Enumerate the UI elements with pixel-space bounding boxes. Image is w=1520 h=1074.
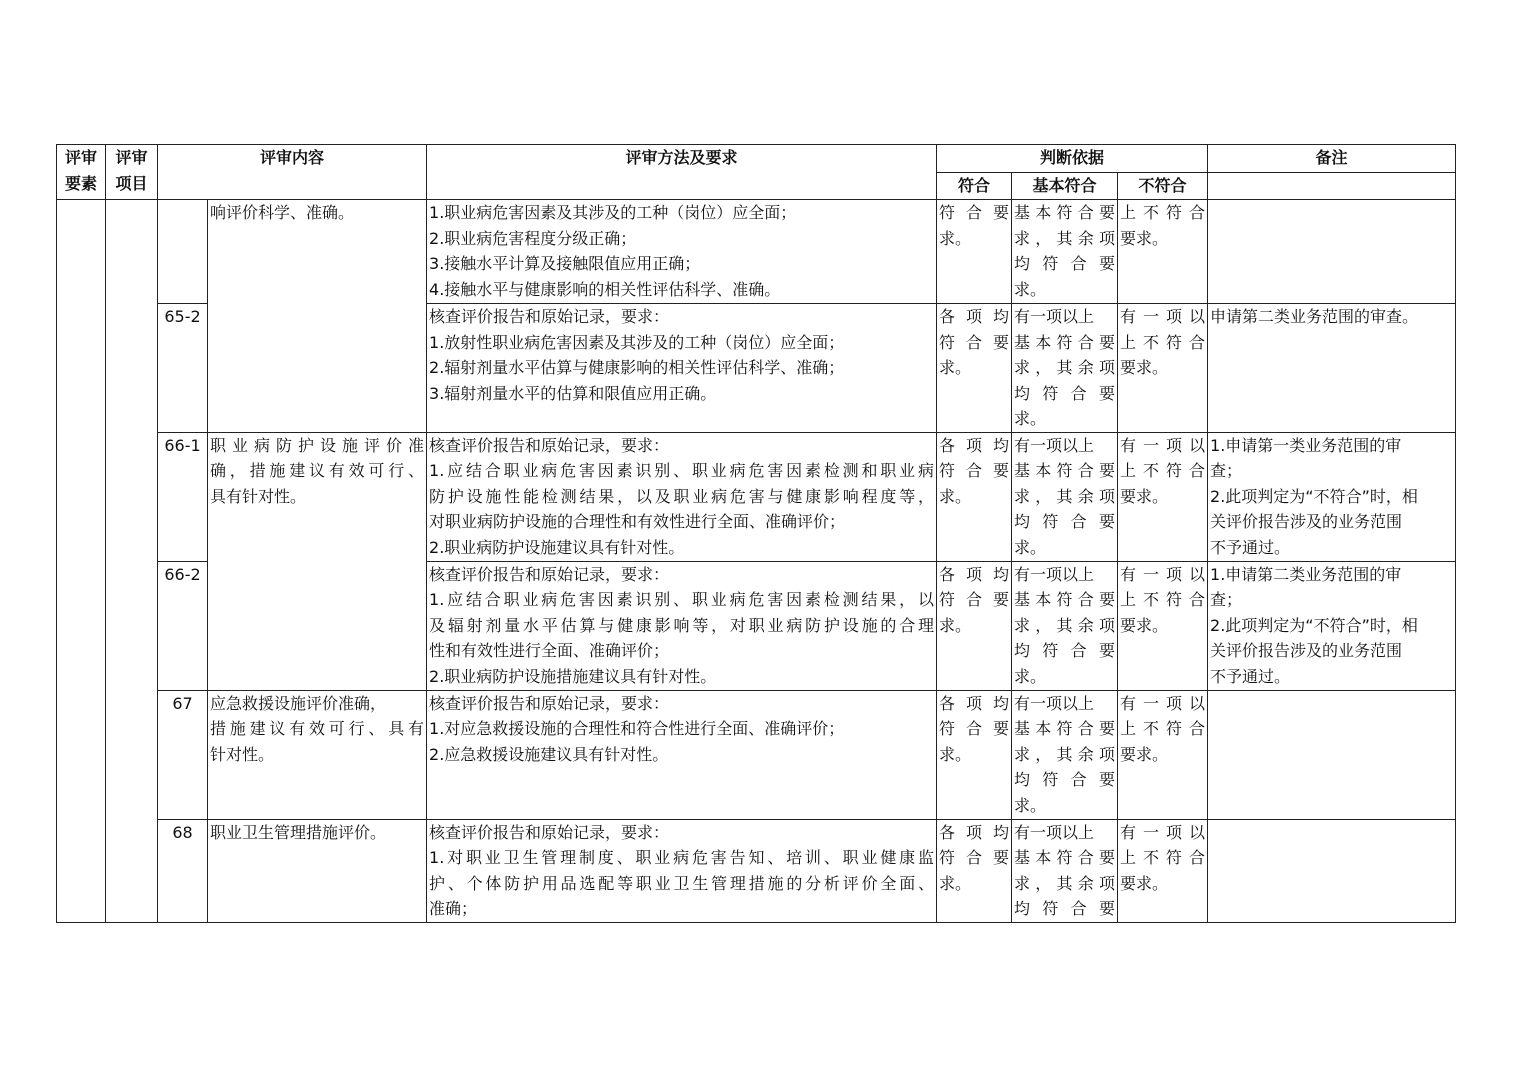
header-review-element: 评审 要素 xyxy=(57,145,106,200)
header-remarks: 备注 xyxy=(1208,145,1456,173)
not-comply-cell: 有一项以 上不符合 要求。 xyxy=(1118,819,1208,922)
comply-cell: 各项均 符合要 求。 xyxy=(937,819,1012,922)
header-review-method: 评审方法及要求 xyxy=(427,145,937,200)
review-method: 核查评价报告和原始记录，要求： 1.对应急救援设施的合理性和符合性进行全面、准确评价； 2.应急救援设施建议具有针对性。 xyxy=(427,690,937,819)
basic-comply-cell: 有一项以上 基本符合要 求，其余项 均符合要 求。 xyxy=(1012,561,1118,690)
item-number: 67 xyxy=(158,690,208,819)
review-content: 职业卫生管理措施评价。 xyxy=(208,819,427,922)
remarks-cell xyxy=(1208,819,1456,922)
basic-comply-cell: 有一项以上 基本符合要 求，其余项 均符合要 xyxy=(1012,819,1118,922)
comply-cell: 符合要 求。 xyxy=(937,200,1012,304)
table-row xyxy=(57,432,1456,561)
comply-cell: 各项均 符合要 求。 xyxy=(937,304,1012,433)
comply-cell: 各项均 符合要 求。 xyxy=(937,561,1012,690)
table-row xyxy=(57,200,1456,304)
remarks-cell xyxy=(1208,690,1456,819)
header-judgment-basis: 判断依据 xyxy=(937,145,1208,173)
basic-comply-cell: 有一项以上 基本符合要 求，其余项 均符合要 求。 xyxy=(1012,432,1118,561)
basic-comply-cell: 有一项以上 基本符合要 求，其余项 均符合要 求。 xyxy=(1012,304,1118,433)
remarks-cell: 1.申请第一类业务范围的审 查； 2.此项判定为“不符合”时，相 关评价报告涉及的业务范围 不予通过。 xyxy=(1208,432,1456,561)
basic-comply-cell: 有一项以上 基本符合要 求，其余项 均符合要 求。 xyxy=(1012,690,1118,819)
comply-cell: 各项均 符合要 求。 xyxy=(937,432,1012,561)
item-number: 68 xyxy=(158,819,208,922)
header-review-content: 评审内容 xyxy=(158,145,427,200)
item-number: 65-2 xyxy=(158,304,208,433)
item-number: 66-2 xyxy=(158,561,208,690)
comply-cell: 各项均 符合要 求。 xyxy=(937,690,1012,819)
item-number: 66-1 xyxy=(158,432,208,561)
review-method: 核查评价报告和原始记录，要求： 1.对职业卫生管理制度、职业病危害告知、培训、职业健康监 护、个体防护用品选配等职业卫生管理措施的分析评价全面、 准确； xyxy=(427,819,937,922)
review-table xyxy=(56,144,1456,923)
review-content: 应急救援设施评价准确， 措施建议有效可行、具有 针对性。 xyxy=(208,690,427,819)
not-comply-cell: 有一项以 上不符合 要求。 xyxy=(1118,690,1208,819)
header-comply: 符合 xyxy=(937,173,1012,200)
not-comply-cell: 有一项以 上不符合 要求。 xyxy=(1118,304,1208,433)
review-item-cell xyxy=(106,200,158,923)
review-content: 职业病防护设施评价准 确，措施建议有效可行、 具有针对性。 xyxy=(208,432,427,690)
table-row xyxy=(57,819,1456,922)
not-comply-cell: 有一项以 上不符合 要求。 xyxy=(1118,432,1208,561)
header-remarks-sub xyxy=(1208,173,1456,200)
basic-comply-cell: 基本符合要 求，其余项 均符合要 求。 xyxy=(1012,200,1118,304)
review-content: 响评价科学、准确。 xyxy=(208,200,427,433)
review-method: 核查评价报告和原始记录，要求： 1.应结合职业病危害因素识别、职业病危害因素检测结果，以 及辐射剂量水平估算与健康影响等，对职业病防护设施的合理 性和有效性进行全面、准确评价； 2.职业病防护设施措施建议具有针对性。 xyxy=(427,561,937,690)
header-review-item: 评审 项目 xyxy=(106,145,158,200)
review-method: 1.职业病危害因素及其涉及的工种（岗位）应全面； 2.职业病危害程度分级正确； 3.接触水平计算及接触限值应用正确； 4.接触水平与健康影响的相关性评估科学、准确。 xyxy=(427,200,937,304)
remarks-cell: 1.申请第二类业务范围的审 查； 2.此项判定为“不符合”时，相 关评价报告涉及的业务范围 不予通过。 xyxy=(1208,561,1456,690)
review-method: 核查评价报告和原始记录，要求： 1.应结合职业病危害因素识别、职业病危害因素检测和职业病 防护设施性能检测结果，以及职业病危害与健康影响程度等， 对职业病防护设施的合理性和有效性进行全面、准确评价； 2.职业病防护设施建议具有针对性。 xyxy=(427,432,937,561)
remarks-cell: 申请第二类业务范围的审查。 xyxy=(1208,304,1456,433)
table-row xyxy=(57,690,1456,819)
item-number xyxy=(158,200,208,304)
header-basic-comply: 基本符合 xyxy=(1012,173,1118,200)
not-comply-cell: 有一项以 上不符合 要求。 xyxy=(1118,561,1208,690)
review-element-cell xyxy=(57,200,106,923)
not-comply-cell: 上不符合 要求。 xyxy=(1118,200,1208,304)
review-method: 核查评价报告和原始记录，要求： 1.放射性职业病危害因素及其涉及的工种（岗位）应全面； 2.辐射剂量水平估算与健康影响的相关性评估科学、准确； 3.辐射剂量水平的估算和限值应用正确。 xyxy=(427,304,937,433)
header-not-comply: 不符合 xyxy=(1118,173,1208,200)
remarks-cell xyxy=(1208,200,1456,304)
